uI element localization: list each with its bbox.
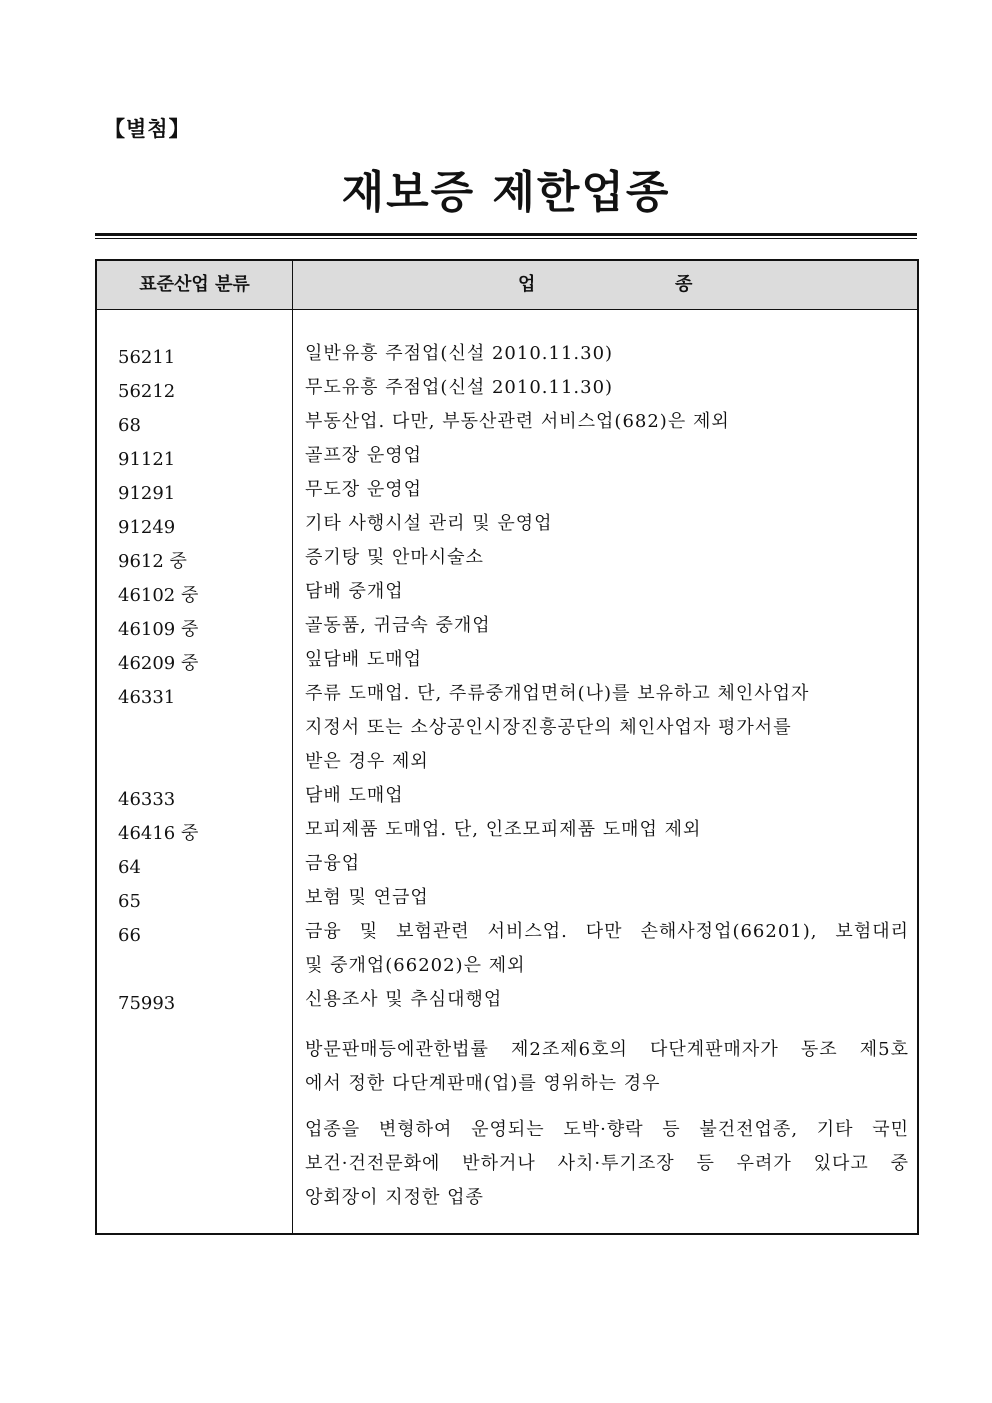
- code-cell: 46333: [118, 789, 176, 810]
- code-spacer: [118, 749, 288, 783]
- note-multilevel-marketing: [305, 1033, 909, 1101]
- industry-cell-continued: 지정서 또는 소상공인시장진흥공단의 체인사업자 평가서를: [305, 717, 792, 738]
- code-cell: 68: [118, 415, 141, 436]
- table-header: [97, 261, 917, 310]
- industry-cell: 담배 중개업: [305, 581, 404, 602]
- industry-cell: 금융 및 보험관련 서비스업. 다만 손해사정업(66201), 보험대리: [305, 921, 909, 942]
- code-cell: 46416 중: [118, 823, 199, 844]
- code-cell: 75993: [118, 993, 176, 1014]
- industry-cell: 부동산업. 다만, 부동산관련 서비스업(682)은 제외: [305, 411, 730, 432]
- industry-cell-continued: 받은 경우 제외: [305, 751, 429, 772]
- code-cell: 46109 중: [118, 619, 199, 640]
- restricted-industry-table: [95, 259, 919, 1235]
- industry-cell: 금융업: [305, 853, 361, 874]
- note-line: 방문판매등에관한법률 제2조제6호의 다단계판매자가 동조 제5호: [305, 1039, 909, 1060]
- header-industry-classification: 표준산업 분류: [139, 274, 250, 295]
- code-cell: 66: [118, 925, 141, 946]
- industry-cell: 무도장 운영업: [305, 479, 423, 500]
- code-cell: 56211: [118, 347, 176, 368]
- code-cell: 46331: [118, 687, 176, 708]
- industry-cell: 골동품, 귀금속 중개업: [305, 615, 491, 636]
- page-title: 재보증 제한업종: [341, 167, 671, 218]
- code-cell: 65: [118, 891, 141, 912]
- industry-column: [305, 337, 909, 1017]
- code-cell: 91291: [118, 483, 176, 504]
- code-cell: 56212: [118, 381, 176, 402]
- industry-cell: 보험 및 연금업: [305, 887, 429, 908]
- industry-cell: 기타 사행시설 관리 및 운영업: [305, 513, 553, 534]
- code-cell: 46102 중: [118, 585, 199, 606]
- industry-cell: 일반유흥 주점업(신설 2010.11.30): [305, 343, 614, 364]
- column-divider: [292, 261, 293, 1233]
- code-spacer: [118, 953, 288, 987]
- attachment-label: 【별첨】: [104, 117, 191, 141]
- code-cell: 91249: [118, 517, 176, 538]
- header-industry-char-2: 종: [675, 274, 693, 295]
- note-line: 보건·건전문화에 반하거나 사치·투기조장 등 우려가 있다고 중: [305, 1153, 909, 1174]
- industry-cell: 골프장 운영업: [305, 445, 423, 466]
- note-line: 업종을 변형하여 운영되는 도박·향락 등 불건전업종, 기타 국민: [305, 1119, 909, 1140]
- note-line: 에서 정한 다단계판매(업)를 영위하는 경우: [305, 1073, 661, 1094]
- industry-cell: 담배 도매업: [305, 785, 404, 806]
- industry-cell-continued: 및 중개업(66202)은 제외: [305, 955, 526, 976]
- industry-cell: 무도유흥 주점업(신설 2010.11.30): [305, 377, 614, 398]
- industry-cell: 신용조사 및 추심대행업: [305, 989, 503, 1010]
- industry-cell: 잎담배 도매업: [305, 649, 423, 670]
- industry-cell: 주류 도매업. 단, 주류중개업면허(나)를 보유하고 체인사업자: [305, 683, 810, 704]
- title-rule-thin: [95, 238, 917, 239]
- industry-cell: 증기탕 및 안마시술소: [305, 547, 484, 568]
- code-cell: 46209 중: [118, 653, 199, 674]
- code-cell: 91121: [118, 449, 176, 470]
- note-line: 앙회장이 지정한 업종: [305, 1187, 484, 1208]
- header-industry: [293, 261, 917, 309]
- code-column: [118, 341, 288, 1021]
- code-cell: 9612 중: [118, 551, 187, 572]
- note-unsound-industries: [305, 1113, 909, 1215]
- industry-cell: 모피제품 도매업. 단, 인조모피제품 도매업 제외: [305, 819, 702, 840]
- header-industry-char-1: 업: [518, 274, 536, 295]
- code-cell: 64: [118, 857, 141, 878]
- code-spacer: [118, 715, 288, 749]
- title-rule-thick: [95, 233, 917, 236]
